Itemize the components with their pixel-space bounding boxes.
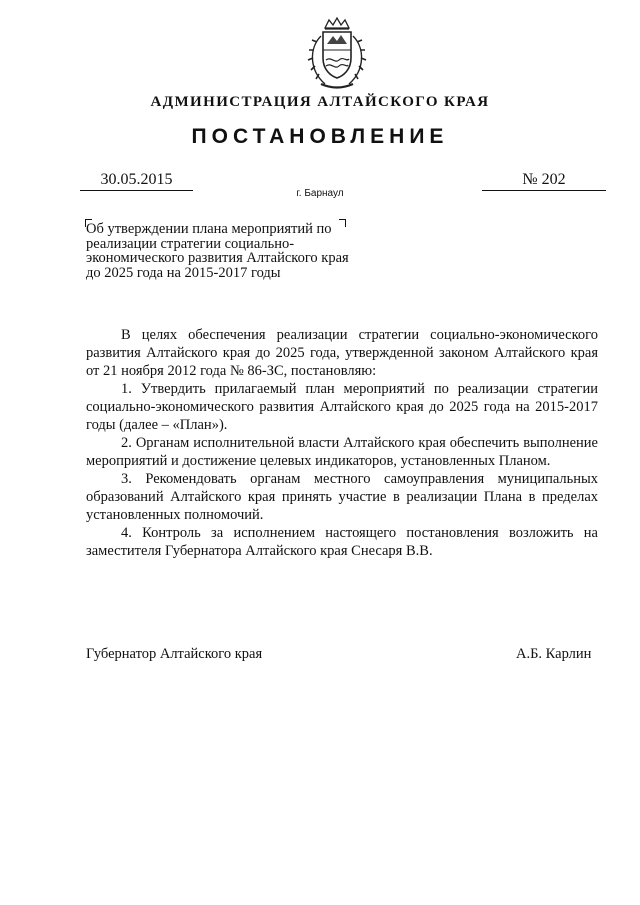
body-paragraph: В целях обеспечения реализации стратегии социально-экономического развития Алтайского края до 2025 года, утвержденной законом Алтайского края от 21 ноября 2012 года № 86-ЗС, постановляю: [86, 327, 598, 379]
document-city: г. Барнаул [296, 188, 344, 199]
body-paragraph: 4. Контроль за исполнением настоящего постановления возложить на заместителя Губернатора Алтайского края Снесаря В.В. [86, 525, 598, 559]
document-number: № 202 [482, 170, 606, 191]
body-paragraph: 3. Рекомендовать органам местного самоуправления муниципальных образований Алтайского края принять участие в реализации Плана в пределах установленных полномочий. [86, 471, 598, 523]
signer-name: А.Б. Карлин [516, 646, 592, 662]
organization-name: АДМИНИСТРАЦИЯ АЛТАЙСКОГО КРАЯ [150, 94, 490, 110]
signer-title: Губернатор Алтайского края [86, 646, 263, 662]
document-subject: Об утверждении плана мероприятий по реализации стратегии социально-экономического развития Алтайского края до 2025 года на 2015-2017 годы [86, 221, 349, 281]
body-paragraph: 1. Утвердить прилагаемый план мероприятий по реализации стратегии социально-экономического развития Алтайского края до 2025 года на 2015-2017 годы (далее – «План»). [86, 381, 598, 433]
body-paragraph: 2. Органам исполнительной власти Алтайского края обеспечить выполнение мероприятий и достижение целевых индикаторов, установленных Планом. [86, 435, 598, 469]
document-body [86, 326, 598, 560]
document-type: ПОСТАНОВЛЕНИЕ [191, 125, 449, 148]
document-date: 30.05.2015 [80, 170, 193, 191]
coat-of-arms-icon [303, 14, 371, 92]
